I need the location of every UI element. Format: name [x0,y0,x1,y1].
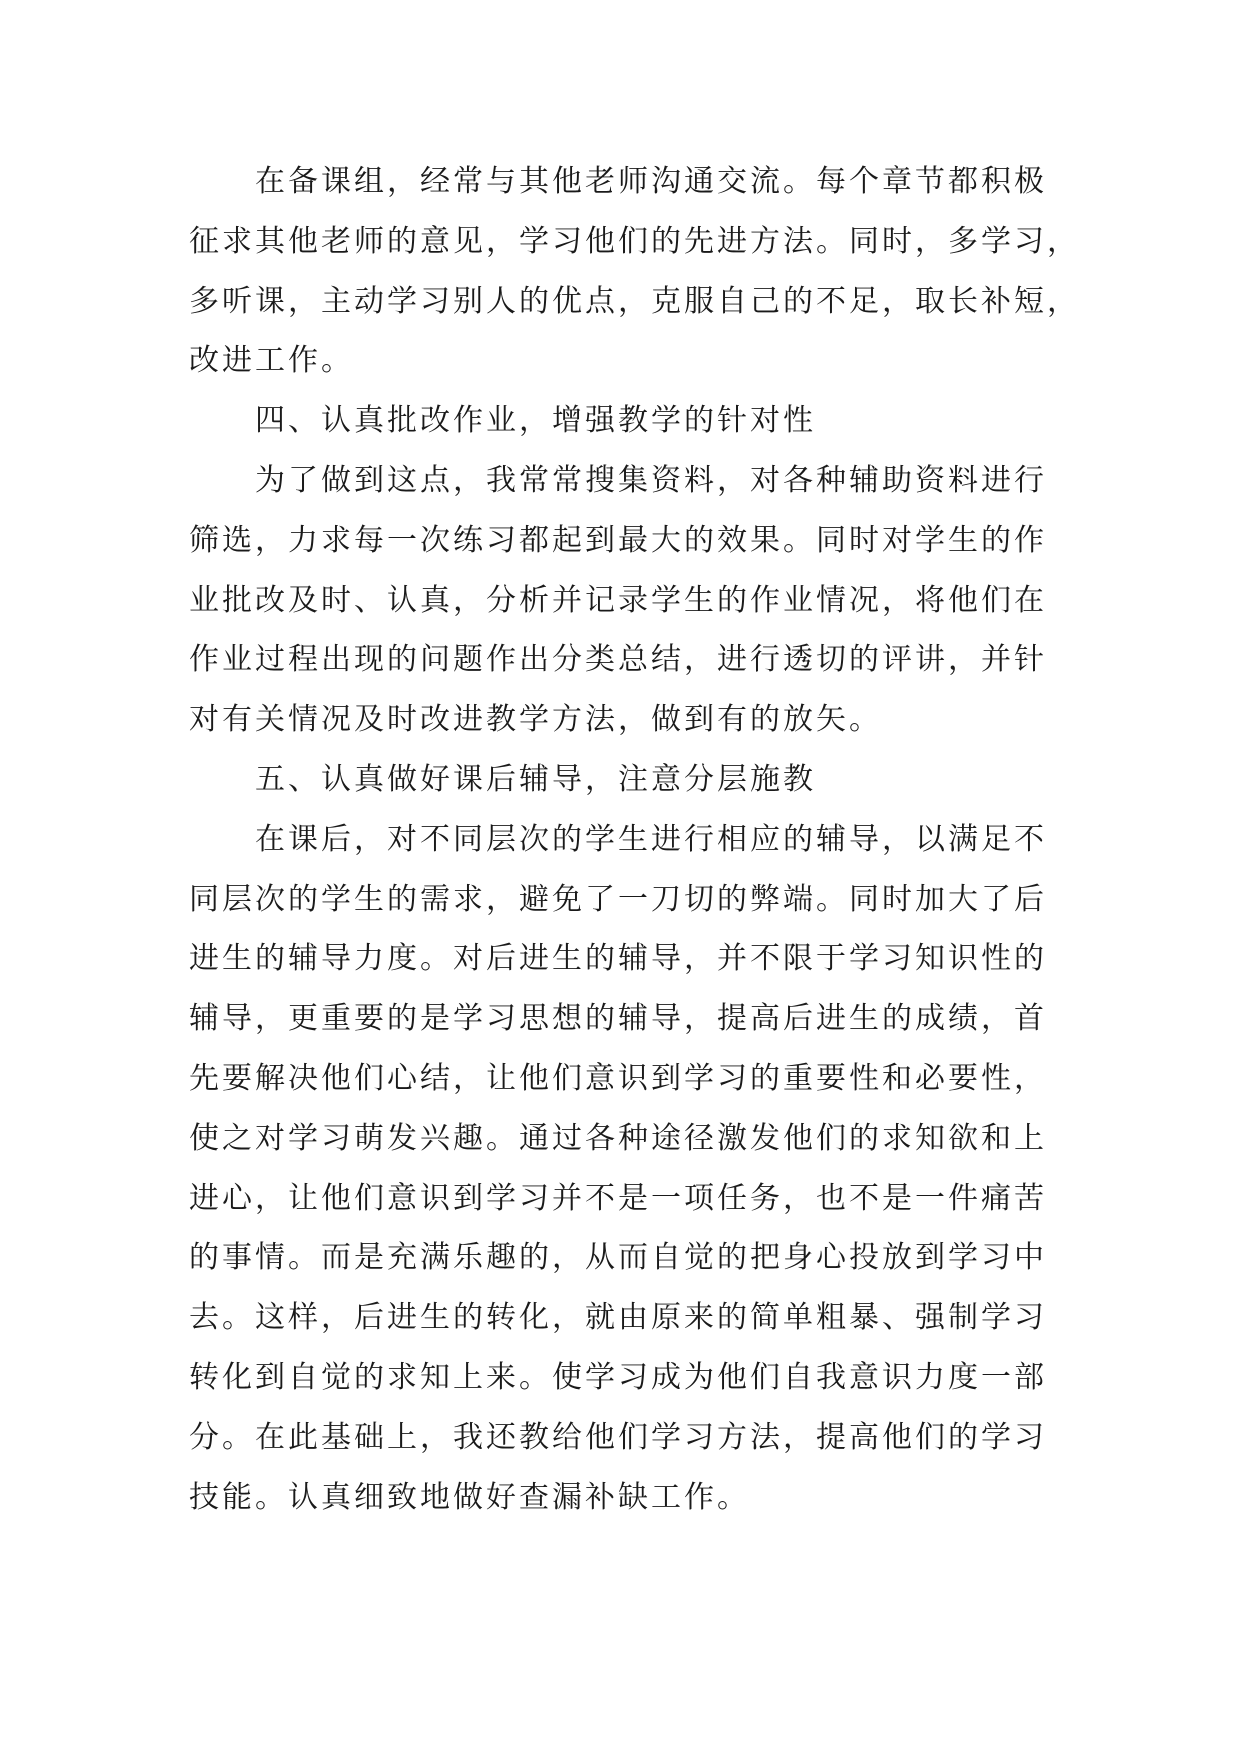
section-heading: 四、认真批改作业，增强教学的针对性 [255,403,816,439]
text-line: 去。这样，后进生的转化，就由原来的简单粗暴、强制学习 [189,1300,1047,1336]
body-text [189,152,1080,1527]
text-line: 在备课组，经常与其他老师沟通交流。每个章节都积极 [255,164,1047,199]
text-line: 分。在此基础上，我还教给他们学习方法，提高他们的学习 [189,1419,1047,1455]
text-line: 在课后，对不同层次的学生进行相应的辅导，以满足不 [255,821,1047,857]
text-line: 进生的辅导力度。对后进生的辅导，并不限于学习知识性的 [189,941,1047,977]
text-line: 的事情。而是充满乐趣的，从而自觉的把身心投放到学习中 [189,1240,1047,1276]
text-line: 转化到自觉的求知上来。使学习成为他们自我意识力度一部 [189,1359,1047,1395]
text-line: 业批改及时、认真，分析并记录学生的作业情况，将他们在 [189,582,1047,618]
text-line: 改进工作。 [189,343,354,379]
text-line: 为了做到这点，我常常搜集资料，对各种辅助资料进行 [255,462,1047,498]
text-line: 多听课，主动学习别人的优点，克服自己的不足，取长补短， [189,283,1080,319]
text-line: 作业过程出现的问题作出分类总结，进行透切的评讲，并针 [189,642,1047,678]
text-line: 进心，让他们意识到学习并不是一项任务，也不是一件痛苦 [189,1180,1047,1216]
text-line: 先要解决他们心结，让他们意识到学习的重要性和必要性， [189,1060,1047,1096]
text-line: 征求其他老师的意见，学习他们的先进方法。同时，多学习， [189,223,1080,259]
text-line: 对有关情况及时改进教学方法，做到有的放矢。 [189,702,882,738]
text-line: 同层次的学生的需求，避免了一刀切的弊端。同时加大了后 [189,881,1047,917]
text-line: 辅导，更重要的是学习思想的辅导，提高后进生的成绩，首 [189,1001,1047,1037]
text-line: 使之对学习萌发兴趣。通过各种途径激发他们的求知欲和上 [189,1120,1047,1156]
text-line: 筛选，力求每一次练习都起到最大的效果。同时对学生的作 [189,522,1047,558]
text-line: 技能。认真细致地做好查漏补缺工作。 [189,1479,750,1515]
section-heading: 五、认真做好课后辅导，注意分层施教 [255,761,816,797]
